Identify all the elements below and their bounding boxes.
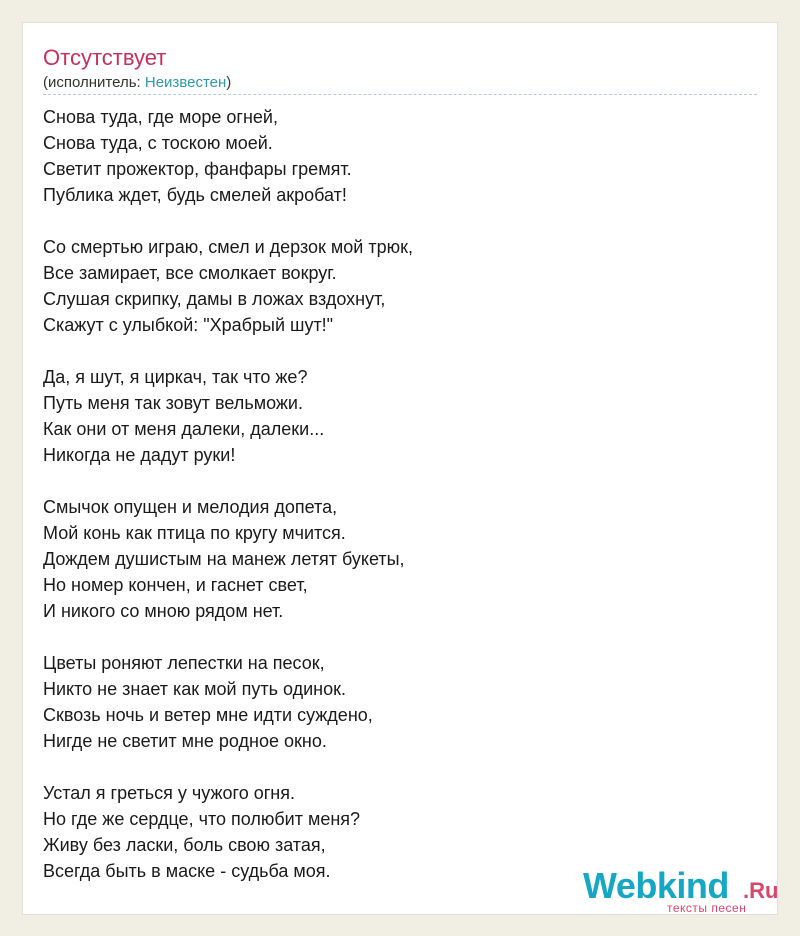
song-title: Отсутствует xyxy=(43,45,167,70)
lyric-line: Всегда быть в маске - судьба моя. xyxy=(43,861,331,881)
webkind-logo[interactable] xyxy=(583,866,783,916)
logo-tld-text: .Ru xyxy=(743,878,779,903)
lyric-line: Все замирает, все смолкает вокруг. xyxy=(43,263,337,283)
artist-line xyxy=(43,73,231,93)
lyric-line: Как они от меня далеки, далеки... xyxy=(43,419,325,439)
lyric-line: Живу без ласки, боль свою затая, xyxy=(43,835,326,855)
lyric-line: Скажут с улыбкой: "Храбрый шут!" xyxy=(43,315,334,335)
title-divider xyxy=(43,94,757,95)
lyric-line: Но где же сердце, что полюбит меня? xyxy=(43,809,361,829)
lyric-line: Да, я шут, я циркач, так что же? xyxy=(43,367,308,387)
artist-suffix: ) xyxy=(226,74,232,91)
lyric-line: Цветы роняют лепестки на песок, xyxy=(43,653,325,673)
lyric-line: Путь меня так зовут вельможи. xyxy=(43,393,303,413)
lyric-line: Устал я греться у чужого огня. xyxy=(43,783,295,803)
lyric-line: Дождем душистым на манеж летят букеты, xyxy=(43,549,405,569)
stanza xyxy=(43,104,743,208)
stanza xyxy=(43,364,743,468)
lyric-line: Нигде не светит мне родное окно. xyxy=(43,731,327,751)
lyric-line: Публика ждет, будь смелей акробат! xyxy=(43,185,347,205)
lyric-line: И никого со мною рядом нет. xyxy=(43,601,284,621)
lyrics-card xyxy=(22,22,778,915)
lyric-line: Смычок опущен и мелодия допета, xyxy=(43,497,338,517)
lyrics-body xyxy=(43,104,743,910)
lyric-line: Мой конь как птица по кругу мчится. xyxy=(43,523,346,543)
logo-tagline: тексты песен xyxy=(667,901,747,915)
lyric-line: Снова туда, где море огней, xyxy=(43,107,278,127)
stanza xyxy=(43,494,743,624)
lyric-line: Никто не знает как мой путь одинок. xyxy=(43,679,346,699)
stanza xyxy=(43,650,743,754)
lyric-line: Со смертью играю, смел и дерзок мой трюк, xyxy=(43,237,413,257)
lyric-line: Слушая скрипку, дамы в ложах вздохнут, xyxy=(43,289,386,309)
lyric-line: Сквозь ночь и ветер мне идти суждено, xyxy=(43,705,373,725)
lyric-line: Снова туда, с тоскою моей. xyxy=(43,133,273,153)
lyric-line: Но номер кончен, и гаснет свет, xyxy=(43,575,308,595)
artist-link[interactable]: Неизвестен xyxy=(144,74,227,91)
artist-prefix: (исполнитель: xyxy=(43,74,145,91)
lyric-line: Светит прожектор, фанфары гремят. xyxy=(43,159,352,179)
logo-main-text: Webkind xyxy=(583,865,729,906)
stanza xyxy=(43,234,743,338)
lyric-line: Никогда не дадут руки! xyxy=(43,445,236,465)
